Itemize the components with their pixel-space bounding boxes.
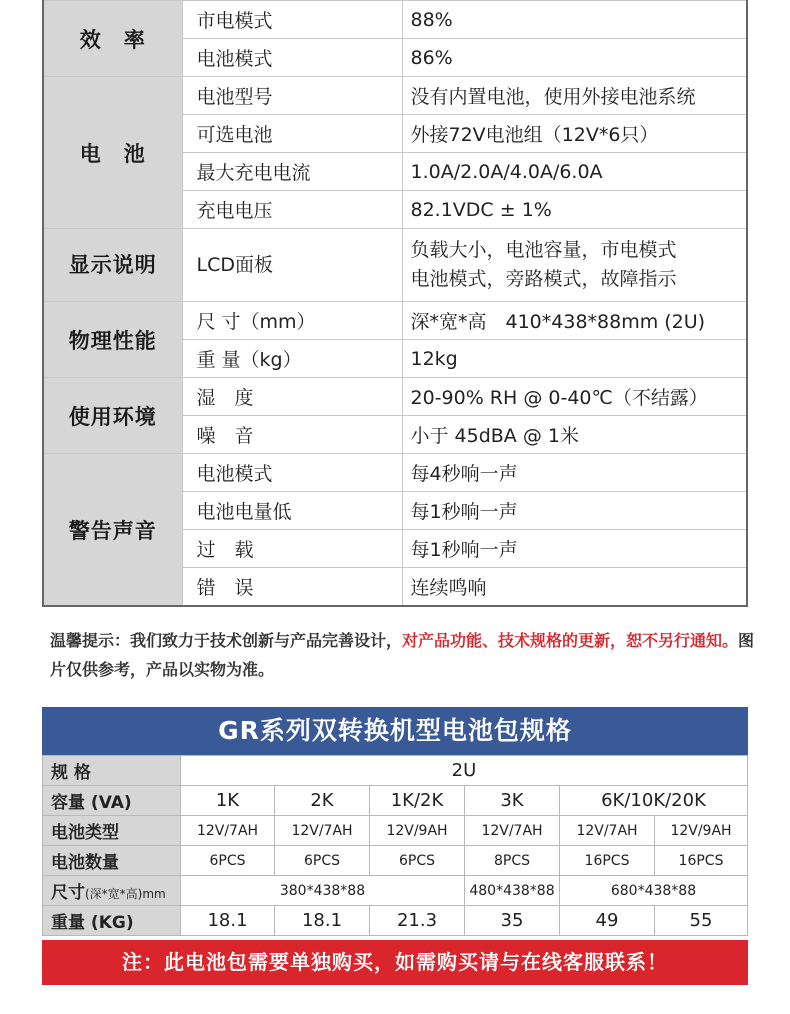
size-label: 尺寸 xyxy=(51,883,85,903)
spec-value: 1.0A/2.0A/4.0A/6.0A xyxy=(402,153,747,191)
notice-part2-red: 对产品功能、技术规格的更新，恕不另行通知。 xyxy=(402,631,739,650)
table-cell: 1K/2K xyxy=(370,786,465,816)
spec-label: 充电电压 xyxy=(182,191,402,229)
row-header: 电池数量 xyxy=(43,846,181,876)
table-row xyxy=(43,816,748,846)
row-header xyxy=(43,876,181,906)
table-cell: 8PCS xyxy=(465,846,560,876)
spec-value: 每4秒响一声 xyxy=(402,454,747,492)
spec-label: 电池模式 xyxy=(182,454,402,492)
spec-value: 86% xyxy=(402,39,747,77)
row-header: 容量 (VA) xyxy=(43,786,181,816)
spec-value: 没有内置电池，使用外接电池系统 xyxy=(402,77,747,115)
pack-title: GR系列双转换机型电池包规格 xyxy=(42,707,748,755)
table-cell: 2K xyxy=(275,786,370,816)
table-row xyxy=(43,846,748,876)
footer-notice-bar: 注：此电池包需要单独购买，如需购买请与在线客服联系！ xyxy=(42,940,748,985)
table-cell: 12V/9AH xyxy=(655,816,748,846)
spec-value: 每1秒响一声 xyxy=(402,530,747,568)
table-row xyxy=(43,378,747,416)
spec-label: 最大充电电流 xyxy=(182,153,402,191)
category-efficiency: 效 率 xyxy=(43,1,182,77)
table-cell: 6PCS xyxy=(275,846,370,876)
table-cell: 35 xyxy=(465,906,560,936)
spec-label: 尺 寸（mm） xyxy=(182,302,402,340)
table-cell: 6PCS xyxy=(370,846,465,876)
row-header: 规 格 xyxy=(43,756,181,786)
notice-text xyxy=(50,626,755,684)
spec-label: 市电模式 xyxy=(182,1,402,39)
spec-label: 电池模式 xyxy=(182,39,402,77)
table-cell: 1K xyxy=(181,786,275,816)
category-physical: 物理性能 xyxy=(43,302,182,378)
category-environment: 使用环境 xyxy=(43,378,182,454)
table-cell: 680*438*88 xyxy=(560,876,748,906)
spec-value: 20-90% RH @ 0-40℃（不结露） xyxy=(402,378,747,416)
table-row xyxy=(43,302,747,340)
table-cell: 12V/7AH xyxy=(275,816,370,846)
spec-value: 深*宽*高 410*438*88mm (2U) xyxy=(402,302,747,340)
spec-value xyxy=(402,229,747,302)
spec-value: 外接72V电池组（12V*6只） xyxy=(402,115,747,153)
table-cell: 6K/10K/20K xyxy=(560,786,748,816)
table-cell: 480*438*88 xyxy=(465,876,560,906)
table-cell: 12V/9AH xyxy=(370,816,465,846)
table-cell: 55 xyxy=(655,906,748,936)
table-cell: 380*438*88 xyxy=(181,876,465,906)
table-row xyxy=(43,77,747,115)
row-header: 重量 (KG) xyxy=(43,906,181,936)
spec-label: 可选电池 xyxy=(182,115,402,153)
table-cell: 16PCS xyxy=(560,846,655,876)
spec-label: 错 误 xyxy=(182,568,402,607)
spec-label: 电池型号 xyxy=(182,77,402,115)
size-label-small: (深*宽*高)mm xyxy=(85,887,166,901)
table-cell: 12V/7AH xyxy=(465,816,560,846)
spec-label: 湿 度 xyxy=(182,378,402,416)
table-row xyxy=(43,1,747,39)
table-cell: 6PCS xyxy=(181,846,275,876)
table-cell: 21.3 xyxy=(370,906,465,936)
table-cell: 12V/7AH xyxy=(560,816,655,846)
table-row xyxy=(43,786,748,816)
spec-value: 88% xyxy=(402,1,747,39)
table-cell: 2U xyxy=(181,756,748,786)
spec-label: 过 载 xyxy=(182,530,402,568)
spec-value: 小于 45dBA @ 1米 xyxy=(402,416,747,454)
notice-part1: 温馨提示：我们致力于技术创新与产品完善设计， xyxy=(50,631,403,650)
table-row xyxy=(43,876,748,906)
spec-label: LCD面板 xyxy=(182,229,402,302)
display-value-line2: 电池模式，旁路模式，故障指示 xyxy=(410,268,677,290)
spec-value: 每1秒响一声 xyxy=(402,492,747,530)
spec-label: 电池电量低 xyxy=(182,492,402,530)
display-value-line1: 负载大小，电池容量，市电模式 xyxy=(410,239,677,261)
spec-value: 12kg xyxy=(402,340,747,378)
spec-label: 重 量（kg） xyxy=(182,340,402,378)
table-row xyxy=(43,454,747,492)
table-row xyxy=(43,756,748,786)
spec-table xyxy=(42,0,748,607)
category-display: 显示说明 xyxy=(43,229,182,302)
pack-table xyxy=(42,755,748,936)
table-cell: 18.1 xyxy=(275,906,370,936)
category-alarm: 警告声音 xyxy=(43,454,182,607)
table-cell: 12V/7AH xyxy=(181,816,275,846)
table-cell: 49 xyxy=(560,906,655,936)
table-row xyxy=(43,229,747,302)
row-header: 电池类型 xyxy=(43,816,181,846)
table-cell: 3K xyxy=(465,786,560,816)
notice-part3: 图片仅供参考，产品以实物为准。 xyxy=(50,631,755,679)
table-cell: 18.1 xyxy=(181,906,275,936)
table-row xyxy=(43,906,748,936)
spec-value: 连续鸣响 xyxy=(402,568,747,607)
category-battery: 电 池 xyxy=(43,77,182,229)
spec-value: 82.1VDC ± 1% xyxy=(402,191,747,229)
spec-label: 噪 音 xyxy=(182,416,402,454)
table-cell: 16PCS xyxy=(655,846,748,876)
